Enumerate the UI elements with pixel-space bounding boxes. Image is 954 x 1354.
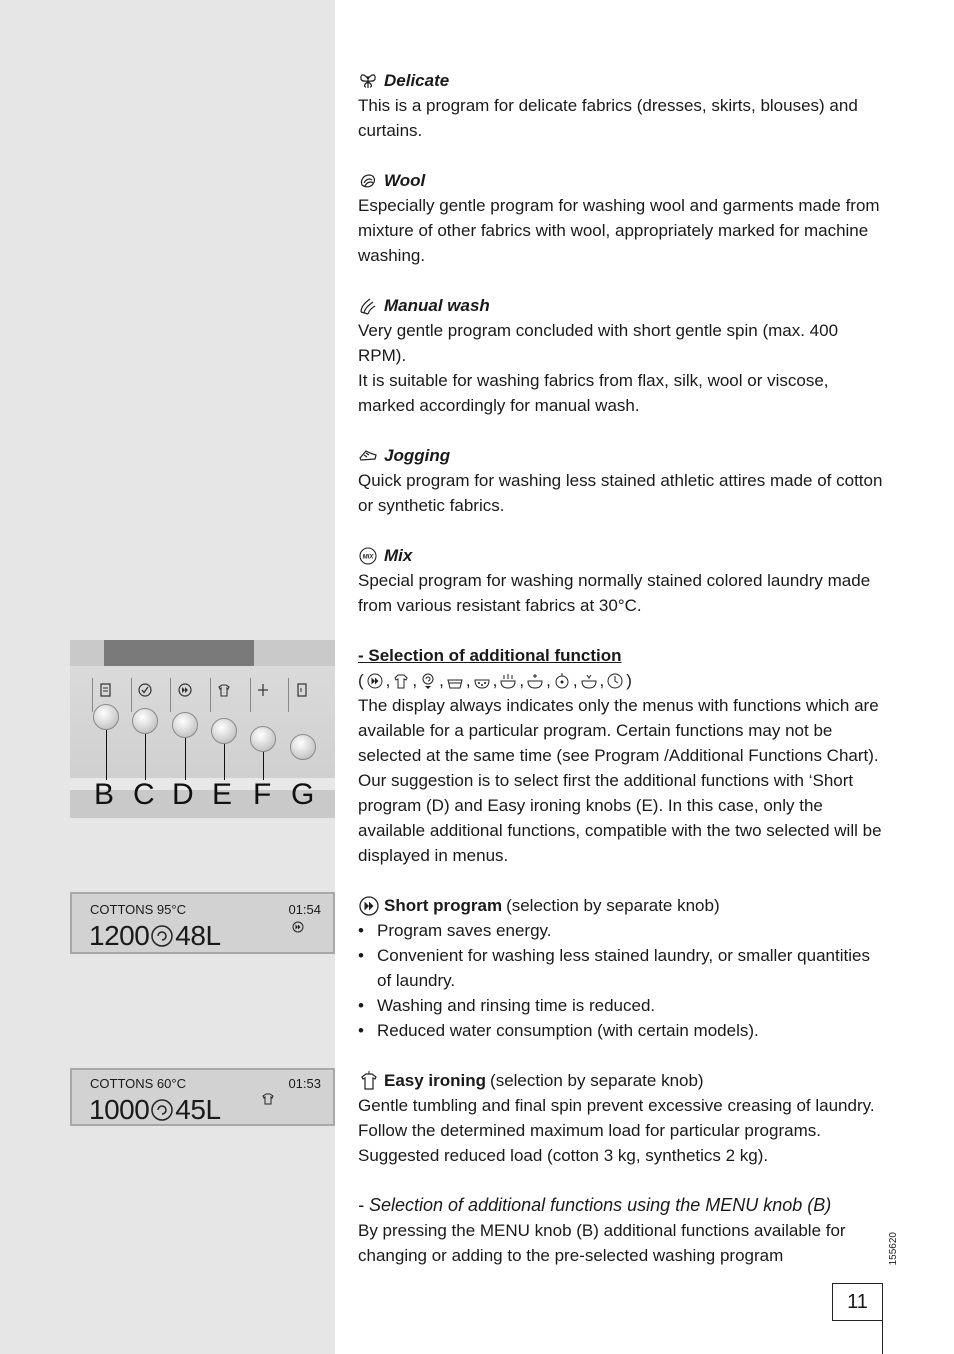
lcd-remaining-time: 01:53 [288, 1076, 321, 1091]
program-wool [358, 168, 888, 268]
knob-letter-b: B [94, 778, 115, 811]
lcd-spin-speed: 1200 [89, 920, 150, 951]
lcd-display-easy-ironing [70, 1068, 335, 1126]
program-title-text: Delicate [384, 71, 450, 90]
hygiene-icon [580, 672, 598, 690]
hand-wash-icon [358, 296, 378, 316]
knob-letter-g: G [291, 778, 315, 811]
easy-ironing-indicator-icon [261, 1092, 275, 1106]
program-delicate [358, 68, 888, 143]
sneaker-icon [358, 446, 378, 466]
temperature-icon [255, 682, 271, 698]
lcd-remaining-time: 01:54 [288, 902, 321, 917]
knob-letter-e: E [212, 778, 233, 811]
bullet-item: • Program saves energy. [358, 918, 888, 943]
program-description: Especially gentle program for washing wool and garments made from mixture of other fabrics with wool, appropriately marked for machine washing. [358, 196, 880, 265]
confirm-knob-c[interactable] [132, 708, 158, 734]
easy-ironing-icon [358, 1070, 380, 1092]
door-icon [294, 682, 310, 698]
lcd-main-readout [89, 920, 221, 952]
leader-line [106, 730, 107, 780]
leader-line [185, 738, 186, 780]
delay-start-icon [606, 672, 624, 690]
section-title: Short program [384, 896, 503, 915]
confirm-check-icon [137, 682, 153, 698]
lcd-display-short-program [70, 892, 335, 954]
bullet-text: Reduced water consumption (with certain models). [377, 1021, 759, 1040]
section-title: Easy ironing [384, 1071, 487, 1090]
document-code: 155620 [888, 1232, 899, 1266]
panel-divider [92, 678, 93, 712]
program-title [358, 68, 888, 93]
easy-ironing-section [358, 1068, 888, 1168]
intensive-wash-icon [473, 672, 491, 690]
section-text: The display always indicates only the menus with functions which are available for a particular program. Certain functions may not be selected at the same time (see Program /Additional Functions Chart). Our suggestion is to select first the additional functions with ‘Short program (D) and Easy ironing knobs (E). In this case, only the available additional functions, compatible with the two selected will be displayed in menus. [358, 696, 882, 865]
panel-divider [250, 678, 251, 712]
leader-line [145, 734, 146, 780]
bullet-item: • Convenient for washing less stained laundry, or smaller quantities of laundry. [358, 943, 888, 993]
program-description: This is a program for delicate fabrics (dresses, skirts, blouses) and curtains. [358, 96, 858, 140]
bullet-item: • Washing and rinsing time is reduced. [358, 993, 888, 1018]
program-title-text: Mix [384, 546, 413, 565]
door-knob-g[interactable] [290, 734, 316, 760]
stain-icon [526, 672, 544, 690]
svg-text:MIX: MIX [362, 554, 374, 560]
section-text: Gentle tumbling and final spin prevent excessive creasing of laundry. Follow the determined maximum load for particular programs. Suggested reduced load (cotton 3 kg, synthetics 2 kg). [358, 1096, 875, 1165]
panel-divider [131, 678, 132, 712]
bullet-text: Washing and rinsing time is reduced. [377, 996, 656, 1015]
section-heading: - Selection of additional functions using the MENU knob (B) [358, 1195, 832, 1215]
rinse-plus-icon [499, 672, 517, 690]
spin-icon [150, 924, 174, 948]
lcd-program-name: COTTONS 60°C [90, 1076, 186, 1091]
program-title [358, 443, 888, 468]
main-text-column [358, 68, 888, 1268]
program-mix [358, 543, 888, 618]
program-description: Special program for washing normally stained colored laundry made from various resistant fabrics at 30°C. [358, 571, 871, 615]
panel-divider [210, 678, 211, 712]
wool-skein-icon [358, 171, 378, 191]
bullet-item: • Reduced water consumption (with certain models). [358, 1018, 888, 1043]
short-program-icon [358, 895, 380, 917]
lcd-water-amount: 48L [175, 920, 221, 951]
short-program-indicator-icon [291, 920, 305, 934]
program-description: Very gentle program concluded with short gentle spin (max. 400 RPM). [358, 321, 839, 365]
close-paren: ) [626, 671, 632, 690]
program-jogging [358, 443, 888, 518]
leader-line [263, 752, 264, 780]
prewash-icon [446, 672, 464, 690]
menu-knob-section [358, 1193, 888, 1268]
knob-letter-d: D [172, 778, 194, 811]
program-title-text: Jogging [384, 446, 451, 465]
section-note: (selection by separate knob) [490, 1071, 704, 1090]
program-manual-wash [358, 293, 888, 418]
program-title [358, 168, 888, 193]
section-text: By pressing the MENU knob (B) additional functions available for changing or adding to the pre-selected washing program [358, 1221, 846, 1265]
section-note: (selection by separate knob) [506, 896, 720, 915]
leader-line [224, 744, 225, 780]
lcd-program-name: COTTONS 95°C [90, 902, 186, 917]
bullet-text: Convenient for washing less stained laundry, or smaller quantities of laundry. [377, 946, 870, 990]
spin-reduction-icon [419, 672, 437, 690]
control-panel-illustration [70, 640, 335, 818]
easy-ironing-knob-e[interactable] [211, 718, 237, 744]
knob-letter-f: F [253, 778, 272, 811]
mix-icon [358, 546, 378, 566]
lcd-water-amount: 45L [175, 1094, 221, 1125]
menu-icon [98, 682, 114, 698]
lcd-spin-speed: 1000 [89, 1094, 150, 1125]
additional-function-section [358, 643, 888, 868]
program-title-text: Wool [384, 171, 426, 190]
easy-ironing-icon [392, 672, 410, 690]
page-number: 11 [832, 1283, 883, 1321]
program-description: It is suitable for washing fabrics from flax, silk, wool or viscose, marked accordingly for manual wash. [358, 371, 829, 415]
short-program-icon [177, 682, 193, 698]
panel-divider [170, 678, 171, 712]
program-title-text: Manual wash [384, 296, 490, 315]
short-program-knob-d[interactable] [172, 712, 198, 738]
lcd-main-readout [89, 1094, 221, 1126]
knob-letter-c: C [133, 778, 155, 811]
short-program-icon [366, 672, 384, 690]
soak-icon [553, 672, 571, 690]
program-title [358, 293, 888, 318]
temperature-knob-f[interactable] [250, 726, 276, 752]
section-heading: - Selection of additional function [358, 646, 622, 665]
panel-divider [288, 678, 289, 712]
program-title [358, 543, 888, 568]
section-title-row [358, 893, 888, 918]
bullet-text: Program saves energy. [377, 921, 552, 940]
section-title-row [358, 1068, 888, 1093]
spin-icon [150, 1098, 174, 1122]
menu-knob-b[interactable] [93, 704, 119, 730]
easy-ironing-icon [216, 682, 232, 698]
butterfly-icon [358, 71, 378, 91]
short-program-section [358, 893, 888, 1043]
program-description: Quick program for washing less stained athletic attires made of cotton or synthetic fabrics. [358, 471, 883, 515]
page-number-rule [882, 1321, 883, 1354]
panel-display-window [104, 640, 254, 666]
open-paren: ( [358, 671, 364, 690]
function-symbols-row: ( , , , , , , , , , ) [358, 668, 888, 693]
